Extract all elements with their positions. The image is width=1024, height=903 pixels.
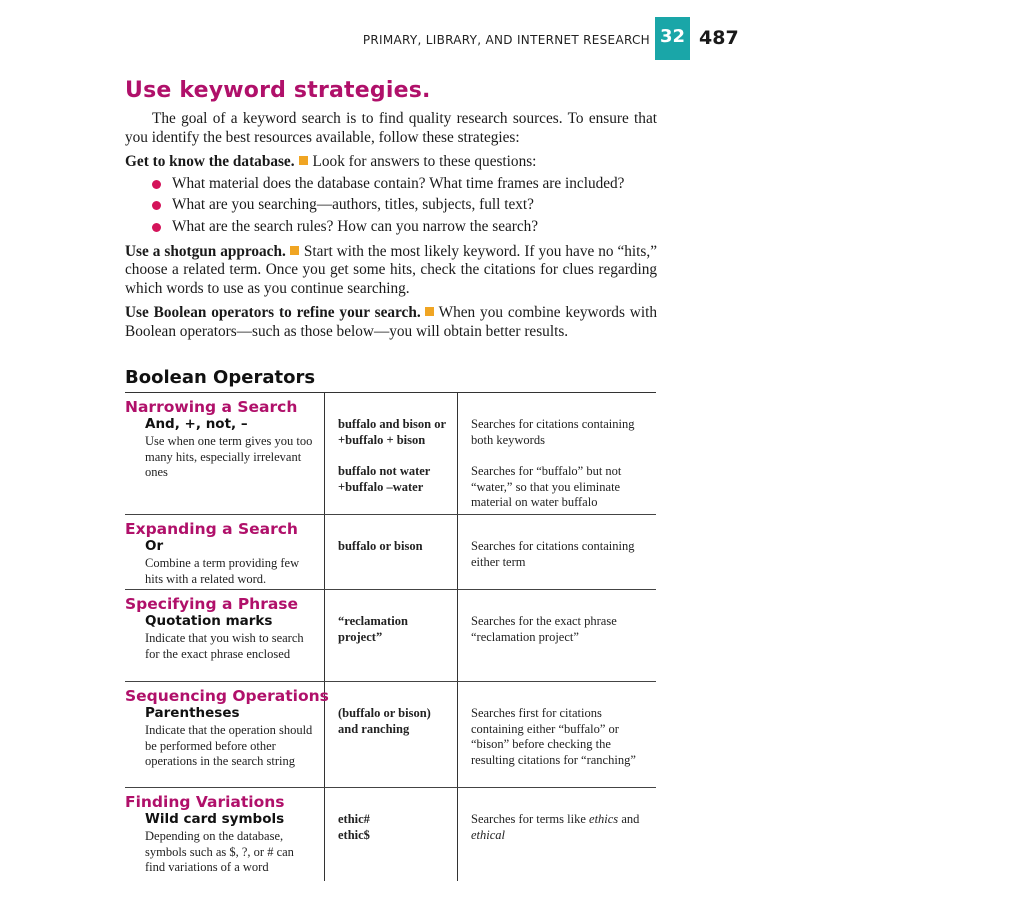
table-row — [125, 392, 656, 514]
strategy-boolean — [125, 304, 657, 341]
list-item-text: What are you searching—authors, titles, subjects, full text? — [172, 196, 534, 214]
strategy-database — [125, 153, 657, 172]
result-text: Searches for the exact phrase “reclamation project” — [471, 614, 617, 644]
bullet-dot-icon — [152, 201, 161, 210]
table-row — [125, 514, 656, 589]
example-cell — [338, 812, 458, 843]
operator-name: Wild card symbols — [145, 811, 285, 827]
result-text: Searches for “buffalo” but not “water,” so that you eliminate material on water buffalo — [471, 464, 622, 509]
example-text: buffalo and bison or +buffalo + bison — [338, 417, 446, 447]
question-list — [125, 175, 657, 237]
result-text-italic: ethics — [589, 812, 619, 826]
category-title: Sequencing Operations — [125, 687, 329, 705]
list-item — [125, 196, 657, 215]
operator-description: Indicate that you wish to search for the exact phrase enclosed — [145, 631, 304, 661]
table-title: Boolean Operators — [125, 367, 316, 388]
intro-paragraph: The goal of a keyword search is to find quality research sources. To ensure that you identify the best resources available, follow these strategies: — [125, 110, 657, 146]
operator-description: Depending on the database, symbols such as $, ?, or # can find variations of a word — [145, 829, 294, 874]
result-text: Searches for citations containing either term — [471, 539, 635, 569]
category-title: Specifying a Phrase — [125, 595, 299, 613]
operator-description: Indicate that the operation should be performed before other operations in the search string — [145, 723, 313, 768]
operator-name: Parentheses — [145, 705, 240, 721]
page-number: 487 — [699, 27, 739, 49]
example-text: ethic# — [338, 812, 370, 826]
example-text: ethic$ — [338, 827, 370, 842]
list-item-text: What material does the database contain? What time frames are included? — [172, 174, 625, 192]
list-item — [125, 218, 657, 237]
result-text-part: and — [621, 812, 640, 826]
running-head: PRIMARY, LIBRARY, AND INTERNET RESEARCH — [362, 33, 650, 47]
category-title: Finding Variations — [125, 793, 285, 811]
table-row — [125, 589, 656, 681]
example-text: (buffalo or bison) and ranching — [338, 706, 431, 736]
bullet-dot-icon — [152, 180, 161, 189]
operator-name: And, +, not, – — [145, 416, 248, 432]
operator-description: Combine a term providing few hits with a related word. — [145, 556, 300, 586]
section-title: Use keyword strategies. — [125, 78, 431, 103]
result-text: Searches first for citations containing either “buffalo” or “bison” before checking the resulting citations for “ranching” — [471, 706, 636, 767]
section-content — [125, 78, 657, 342]
square-bullet-icon — [425, 307, 434, 316]
operator-name: Or — [145, 538, 164, 554]
category-title: Narrowing a Search — [125, 398, 298, 416]
category-title: Expanding a Search — [125, 520, 298, 538]
example-text: “reclamation project” — [338, 614, 408, 644]
square-bullet-icon — [290, 246, 299, 255]
chapter-tab: 32 — [655, 17, 690, 60]
list-item — [125, 175, 657, 194]
strategy-lead: Get to know the database. — [125, 153, 295, 171]
square-bullet-icon — [299, 156, 308, 165]
operator-description: Use when one term gives you too many hits, especially irrelevant ones — [145, 434, 313, 479]
table-row — [125, 681, 656, 787]
strategy-shotgun — [125, 243, 657, 299]
result-text: Searches for citations containing both keywords — [471, 417, 635, 447]
strategy-lead: Use Boolean operators to refine your search. — [125, 304, 421, 322]
example-text: buffalo or bison — [338, 539, 423, 553]
page-header — [0, 17, 1024, 60]
result-text-italic: ethical — [471, 827, 506, 842]
strategy-text: Look for answers to these questions: — [312, 153, 537, 171]
list-item-text: What are the search rules? How can you narrow the search? — [172, 217, 539, 235]
result-text-part: Searches for terms like — [471, 812, 586, 826]
bullet-dot-icon — [152, 223, 161, 232]
strategy-text: When you combine keywords with Boolean operators—such as those below—you will obtain better results. — [125, 304, 657, 340]
operator-name: Quotation marks — [145, 613, 273, 629]
table-row — [125, 787, 656, 881]
example-text: buffalo not water +buffalo –water — [338, 464, 431, 494]
strategy-lead: Use a shotgun approach. — [125, 242, 286, 260]
result-text — [471, 812, 656, 843]
strategy-text: Start with the most likely keyword. If you have no “hits,” choose a related term. Once you get some hits, check the citations for clues regarding which words to use as you continue searching. — [125, 242, 658, 297]
